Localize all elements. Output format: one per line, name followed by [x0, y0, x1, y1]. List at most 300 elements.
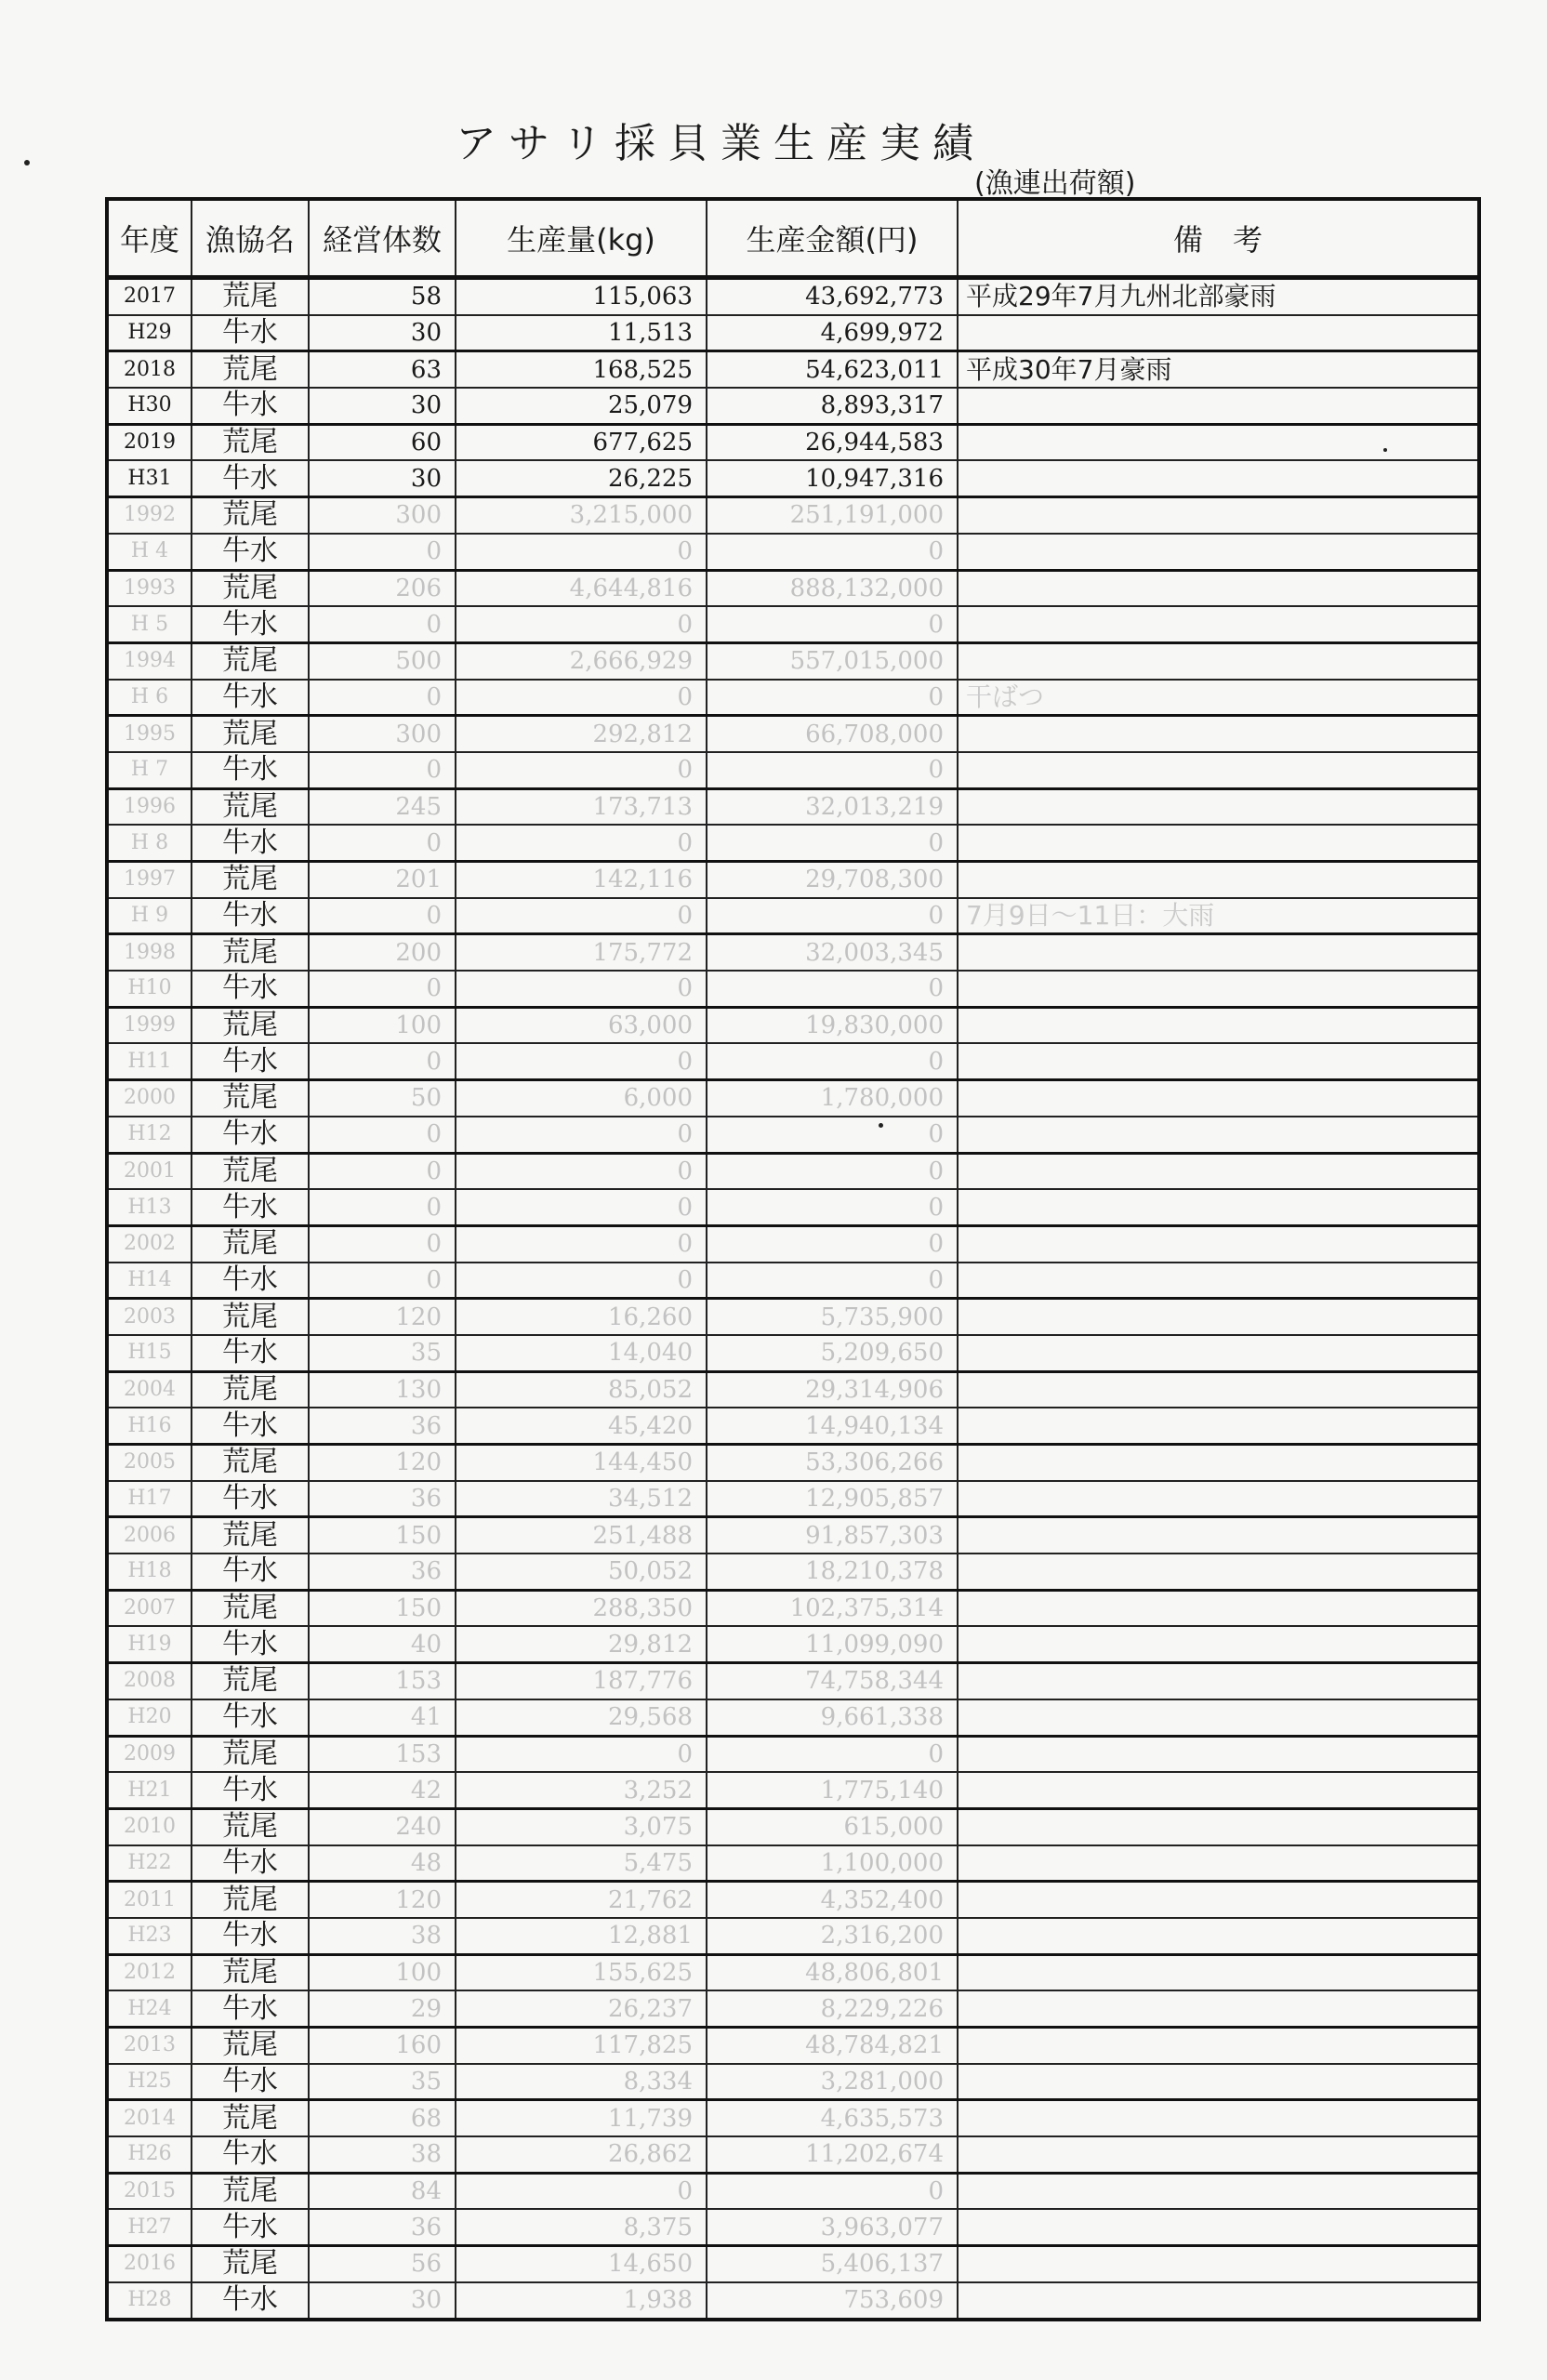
cell-year: H 6 — [107, 680, 192, 716]
cell-quantity: 288,350 — [456, 1590, 707, 1626]
cell-year: H14 — [107, 1263, 192, 1299]
cell-amount: 32,013,219 — [707, 788, 958, 825]
table-row — [107, 862, 1479, 898]
cell-amount: 1,100,000 — [707, 1845, 958, 1882]
cell-coop: 牛水 — [192, 898, 309, 934]
cell-year: H29 — [107, 315, 192, 351]
cell-count: 206 — [309, 570, 456, 606]
table-row — [107, 1481, 1479, 1517]
cell-note — [958, 1299, 1479, 1335]
table-row — [107, 1882, 1479, 1918]
cell-note — [958, 1990, 1479, 2027]
cell-count: 100 — [309, 1954, 456, 1990]
cell-year: 2005 — [107, 1445, 192, 1481]
cell-quantity: 0 — [456, 898, 707, 934]
cell-quantity: 187,776 — [456, 1663, 707, 1699]
cell-count: 0 — [309, 1043, 456, 1079]
cell-amount: 74,758,344 — [707, 1663, 958, 1699]
cell-note — [958, 460, 1479, 496]
cell-note — [958, 1225, 1479, 1262]
table-row — [107, 1263, 1479, 1299]
cell-quantity: 0 — [456, 1225, 707, 1262]
table-row — [107, 1517, 1479, 1554]
cell-coop: 荒尾 — [192, 497, 309, 534]
cell-amount: 9,661,338 — [707, 1699, 958, 1736]
cell-quantity: 3,075 — [456, 1808, 707, 1844]
cell-count: 0 — [309, 606, 456, 642]
cell-year: H18 — [107, 1554, 192, 1590]
cell-quantity: 117,825 — [456, 2028, 707, 2064]
cell-coop: 荒尾 — [192, 278, 309, 315]
cell-year: 2009 — [107, 1736, 192, 1772]
table-row — [107, 1408, 1479, 1444]
cell-note — [958, 1663, 1479, 1699]
cell-note — [958, 1117, 1479, 1153]
cell-year: H11 — [107, 1043, 192, 1079]
cell-quantity: 3,252 — [456, 1772, 707, 1808]
header-quantity: 生産量(kg) — [456, 199, 707, 278]
cell-coop: 牛水 — [192, 971, 309, 1007]
cell-count: 56 — [309, 2246, 456, 2282]
cell-quantity: 677,625 — [456, 424, 707, 460]
table-row — [107, 1043, 1479, 1079]
table-row — [107, 2209, 1479, 2245]
cell-count: 30 — [309, 315, 456, 351]
cell-count: 68 — [309, 2100, 456, 2136]
cell-year: 2008 — [107, 1663, 192, 1699]
cell-amount: 10,947,316 — [707, 460, 958, 496]
cell-note — [958, 716, 1479, 752]
table-row — [107, 1699, 1479, 1736]
cell-year: 2010 — [107, 1808, 192, 1844]
cell-coop: 荒尾 — [192, 1445, 309, 1481]
cell-coop: 荒尾 — [192, 570, 309, 606]
cell-year: H 4 — [107, 534, 192, 570]
cell-quantity: 11,739 — [456, 2100, 707, 2136]
cell-count: 0 — [309, 825, 456, 861]
cell-quantity: 0 — [456, 825, 707, 861]
cell-amount: 14,940,134 — [707, 1408, 958, 1444]
cell-year: H21 — [107, 1772, 192, 1808]
cell-year: 1999 — [107, 1007, 192, 1043]
cell-note — [958, 1481, 1479, 1517]
cell-quantity: 25,079 — [456, 388, 707, 424]
cell-year: H25 — [107, 2064, 192, 2100]
cell-coop: 荒尾 — [192, 1517, 309, 1554]
cell-coop: 荒尾 — [192, 351, 309, 388]
cell-count: 36 — [309, 1408, 456, 1444]
cell-year: 2011 — [107, 1882, 192, 1918]
cell-amount: 0 — [707, 680, 958, 716]
cell-quantity: 85,052 — [456, 1371, 707, 1408]
cell-count: 201 — [309, 862, 456, 898]
cell-coop: 牛水 — [192, 1554, 309, 1590]
cell-quantity: 6,000 — [456, 1080, 707, 1117]
cell-amount: 48,806,801 — [707, 1954, 958, 1990]
cell-coop: 荒尾 — [192, 1736, 309, 1772]
cell-quantity: 142,116 — [456, 862, 707, 898]
cell-count: 29 — [309, 1990, 456, 2027]
cell-quantity: 175,772 — [456, 934, 707, 971]
cell-coop: 荒尾 — [192, 1954, 309, 1990]
table-row — [107, 752, 1479, 788]
cell-count: 153 — [309, 1736, 456, 1772]
cell-quantity: 63,000 — [456, 1007, 707, 1043]
table-row — [107, 1954, 1479, 1990]
cell-count: 36 — [309, 1554, 456, 1590]
cell-quantity: 8,375 — [456, 2209, 707, 2245]
table-row — [107, 460, 1479, 496]
cell-amount: 888,132,000 — [707, 570, 958, 606]
cell-note — [958, 1882, 1479, 1918]
cell-amount: 0 — [707, 2173, 958, 2209]
cell-note — [958, 1554, 1479, 1590]
cell-year: H19 — [107, 1626, 192, 1662]
table-row — [107, 825, 1479, 861]
table-row — [107, 1990, 1479, 2027]
cell-note — [958, 315, 1479, 351]
cell-amount: 19,830,000 — [707, 1007, 958, 1043]
cell-note — [958, 971, 1479, 1007]
cell-coop: 牛水 — [192, 1043, 309, 1079]
cell-note — [958, 862, 1479, 898]
cell-count: 0 — [309, 898, 456, 934]
cell-coop: 牛水 — [192, 1918, 309, 1954]
cell-quantity: 4,644,816 — [456, 570, 707, 606]
cell-count: 240 — [309, 1808, 456, 1844]
cell-amount: 1,780,000 — [707, 1080, 958, 1117]
cell-year: H20 — [107, 1699, 192, 1736]
cell-quantity: 155,625 — [456, 1954, 707, 1990]
table-row — [107, 1626, 1479, 1662]
table-row — [107, 1590, 1479, 1626]
cell-amount: 615,000 — [707, 1808, 958, 1844]
cell-year: 2012 — [107, 1954, 192, 1990]
cell-quantity: 29,568 — [456, 1699, 707, 1736]
table-row — [107, 788, 1479, 825]
cell-amount: 4,635,573 — [707, 2100, 958, 2136]
cell-note — [958, 1918, 1479, 1954]
cell-coop: 荒尾 — [192, 1153, 309, 1189]
cell-year: 2018 — [107, 351, 192, 388]
table-row — [107, 1299, 1479, 1335]
cell-amount: 4,699,972 — [707, 315, 958, 351]
table-row — [107, 606, 1479, 642]
table-row — [107, 680, 1479, 716]
table-row — [107, 2028, 1479, 2064]
cell-note — [958, 1954, 1479, 1990]
cell-note — [958, 1080, 1479, 1117]
production-table — [105, 197, 1481, 2321]
cell-quantity: 0 — [456, 2173, 707, 2209]
cell-quantity: 3,215,000 — [456, 497, 707, 534]
cell-year: 2017 — [107, 278, 192, 315]
cell-note — [958, 1736, 1479, 1772]
cell-count: 58 — [309, 278, 456, 315]
cell-count: 30 — [309, 2282, 456, 2320]
table-row — [107, 1225, 1479, 1262]
cell-note — [958, 1007, 1479, 1043]
cell-year: H 9 — [107, 898, 192, 934]
cell-quantity: 2,666,929 — [456, 642, 707, 679]
cell-note — [958, 788, 1479, 825]
cell-coop: 荒尾 — [192, 1007, 309, 1043]
cell-quantity: 8,334 — [456, 2064, 707, 2100]
cell-note — [958, 934, 1479, 971]
cell-quantity: 0 — [456, 971, 707, 1007]
cell-quantity: 26,862 — [456, 2136, 707, 2173]
cell-coop: 牛水 — [192, 1699, 309, 1736]
cell-count: 150 — [309, 1590, 456, 1626]
cell-amount: 4,352,400 — [707, 1882, 958, 1918]
cell-coop: 牛水 — [192, 388, 309, 424]
cell-year: H15 — [107, 1335, 192, 1371]
cell-note — [958, 752, 1479, 788]
cell-coop: 牛水 — [192, 680, 309, 716]
cell-year: H 8 — [107, 825, 192, 861]
cell-year: 1997 — [107, 862, 192, 898]
cell-quantity: 168,525 — [456, 351, 707, 388]
cell-amount: 5,406,137 — [707, 2246, 958, 2282]
cell-amount: 32,003,345 — [707, 934, 958, 971]
table-row — [107, 1153, 1479, 1189]
cell-amount: 0 — [707, 752, 958, 788]
cell-coop: 荒尾 — [192, 1080, 309, 1117]
header-notes: 備 考 — [958, 199, 1479, 278]
cell-coop: 荒尾 — [192, 2100, 309, 2136]
cell-count: 38 — [309, 1918, 456, 1954]
cell-note — [958, 1371, 1479, 1408]
cell-count: 0 — [309, 1117, 456, 1153]
cell-note — [958, 1808, 1479, 1844]
cell-coop: 荒尾 — [192, 862, 309, 898]
cell-note: 平成29年7月九州北部豪雨 — [958, 278, 1479, 315]
table-row — [107, 534, 1479, 570]
cell-coop: 荒尾 — [192, 1371, 309, 1408]
cell-amount: 66,708,000 — [707, 716, 958, 752]
page-title: アサリ採貝業生産実績 — [456, 120, 985, 167]
cell-year: 2015 — [107, 2173, 192, 2209]
cell-coop: 牛水 — [192, 606, 309, 642]
cell-amount: 0 — [707, 1117, 958, 1153]
table-row — [107, 934, 1479, 971]
cell-amount: 0 — [707, 825, 958, 861]
cell-year: 2019 — [107, 424, 192, 460]
header-year: 年度 — [107, 199, 192, 278]
cell-coop: 牛水 — [192, 2136, 309, 2173]
cell-coop: 牛水 — [192, 1481, 309, 1517]
cell-amount: 43,692,773 — [707, 278, 958, 315]
cell-quantity: 144,450 — [456, 1445, 707, 1481]
table-row — [107, 1335, 1479, 1371]
cell-note — [958, 1626, 1479, 1662]
cell-quantity: 251,488 — [456, 1517, 707, 1554]
cell-count: 41 — [309, 1699, 456, 1736]
cell-note: 平成30年7月豪雨 — [958, 351, 1479, 388]
cell-note — [958, 534, 1479, 570]
cell-count: 0 — [309, 1189, 456, 1225]
cell-count: 38 — [309, 2136, 456, 2173]
cell-coop: 牛水 — [192, 2282, 309, 2320]
cell-year: H30 — [107, 388, 192, 424]
cell-count: 35 — [309, 1335, 456, 1371]
cell-year: 2004 — [107, 1371, 192, 1408]
table-row — [107, 315, 1479, 351]
cell-year: 2014 — [107, 2100, 192, 2136]
cell-note — [958, 1263, 1479, 1299]
cell-quantity: 0 — [456, 1043, 707, 1079]
cell-amount: 11,099,090 — [707, 1626, 958, 1662]
cell-coop: 荒尾 — [192, 1299, 309, 1335]
cell-quantity: 14,040 — [456, 1335, 707, 1371]
cell-year: 2001 — [107, 1153, 192, 1189]
cell-amount: 1,775,140 — [707, 1772, 958, 1808]
cell-note — [958, 2100, 1479, 2136]
cell-note — [958, 2028, 1479, 2064]
cell-count: 63 — [309, 351, 456, 388]
cell-year: 1993 — [107, 570, 192, 606]
table-row — [107, 424, 1479, 460]
cell-count: 30 — [309, 460, 456, 496]
cell-note — [958, 1335, 1479, 1371]
cell-amount: 0 — [707, 1736, 958, 1772]
table-row — [107, 388, 1479, 424]
cell-note — [958, 1517, 1479, 1554]
cell-count: 245 — [309, 788, 456, 825]
cell-amount: 251,191,000 — [707, 497, 958, 534]
cell-amount: 0 — [707, 1043, 958, 1079]
cell-note — [958, 2136, 1479, 2173]
cell-amount: 11,202,674 — [707, 2136, 958, 2173]
table-row — [107, 1663, 1479, 1699]
cell-quantity: 45,420 — [456, 1408, 707, 1444]
cell-year: 2002 — [107, 1225, 192, 1262]
table-row — [107, 570, 1479, 606]
cell-quantity: 292,812 — [456, 716, 707, 752]
table-row — [107, 2100, 1479, 2136]
cell-note — [958, 2064, 1479, 2100]
cell-amount: 53,306,266 — [707, 1445, 958, 1481]
cell-amount: 0 — [707, 1263, 958, 1299]
cell-quantity: 1,938 — [456, 2282, 707, 2320]
cell-quantity: 115,063 — [456, 278, 707, 315]
cell-count: 130 — [309, 1371, 456, 1408]
cell-year: 2007 — [107, 1590, 192, 1626]
cell-count: 200 — [309, 934, 456, 971]
cell-year: 2003 — [107, 1299, 192, 1335]
cell-coop: 牛水 — [192, 1263, 309, 1299]
cell-quantity: 16,260 — [456, 1299, 707, 1335]
cell-amount: 2,316,200 — [707, 1918, 958, 1954]
cell-coop: 牛水 — [192, 534, 309, 570]
table-row — [107, 2173, 1479, 2209]
cell-note — [958, 1408, 1479, 1444]
table-row — [107, 497, 1479, 534]
cell-coop: 荒尾 — [192, 1882, 309, 1918]
table-row — [107, 1080, 1479, 1117]
header-coop: 漁協名 — [192, 199, 309, 278]
cell-count: 60 — [309, 424, 456, 460]
cell-amount: 0 — [707, 534, 958, 570]
table-row — [107, 1772, 1479, 1808]
cell-quantity: 11,513 — [456, 315, 707, 351]
cell-count: 0 — [309, 680, 456, 716]
cell-note — [958, 825, 1479, 861]
cell-coop: 牛水 — [192, 1845, 309, 1882]
cell-note — [958, 606, 1479, 642]
cell-note — [958, 497, 1479, 534]
table-row — [107, 1007, 1479, 1043]
cell-quantity: 0 — [456, 1153, 707, 1189]
cell-amount: 0 — [707, 971, 958, 1007]
cell-amount: 3,963,077 — [707, 2209, 958, 2245]
cell-amount: 0 — [707, 1189, 958, 1225]
cell-year: 1992 — [107, 497, 192, 534]
cell-quantity: 0 — [456, 1117, 707, 1153]
cell-count: 40 — [309, 1626, 456, 1662]
table-body — [107, 278, 1479, 2320]
cell-year: 1996 — [107, 788, 192, 825]
cell-note — [958, 570, 1479, 606]
cell-note: 干ばつ — [958, 680, 1479, 716]
cell-amount: 0 — [707, 1225, 958, 1262]
cell-count: 160 — [309, 2028, 456, 2064]
cell-coop: 荒尾 — [192, 1663, 309, 1699]
cell-quantity: 5,475 — [456, 1845, 707, 1882]
cell-year: H 5 — [107, 606, 192, 642]
cell-quantity: 0 — [456, 1736, 707, 1772]
cell-quantity: 21,762 — [456, 1882, 707, 1918]
cell-year: H 7 — [107, 752, 192, 788]
cell-coop: 荒尾 — [192, 2246, 309, 2282]
cell-coop: 牛水 — [192, 460, 309, 496]
cell-note — [958, 1043, 1479, 1079]
cell-count: 120 — [309, 1445, 456, 1481]
table-row — [107, 1736, 1479, 1772]
table-row — [107, 1845, 1479, 1882]
cell-amount: 102,375,314 — [707, 1590, 958, 1626]
cell-year: H27 — [107, 2209, 192, 2245]
cell-note — [958, 1590, 1479, 1626]
table-row — [107, 971, 1479, 1007]
cell-amount: 5,735,900 — [707, 1299, 958, 1335]
cell-year: H17 — [107, 1481, 192, 1517]
cell-quantity: 29,812 — [456, 1626, 707, 1662]
cell-coop: 牛水 — [192, 1408, 309, 1444]
cell-coop: 荒尾 — [192, 788, 309, 825]
cell-note — [958, 1772, 1479, 1808]
cell-count: 500 — [309, 642, 456, 679]
cell-year: 2016 — [107, 2246, 192, 2282]
cell-note — [958, 1699, 1479, 1736]
table-row — [107, 642, 1479, 679]
cell-count: 300 — [309, 716, 456, 752]
cell-year: H10 — [107, 971, 192, 1007]
cell-quantity: 26,225 — [456, 460, 707, 496]
cell-coop: 荒尾 — [192, 2173, 309, 2209]
cell-coop: 牛水 — [192, 1189, 309, 1225]
table-row — [107, 2136, 1479, 2173]
cell-quantity: 14,650 — [456, 2246, 707, 2282]
cell-amount: 0 — [707, 606, 958, 642]
cell-count: 153 — [309, 1663, 456, 1699]
cell-count: 0 — [309, 1263, 456, 1299]
cell-coop: 牛水 — [192, 1117, 309, 1153]
cell-coop: 荒尾 — [192, 934, 309, 971]
cell-count: 0 — [309, 534, 456, 570]
table-row — [107, 1189, 1479, 1225]
page-subtitle: (漁連出荷額) — [974, 167, 1136, 200]
